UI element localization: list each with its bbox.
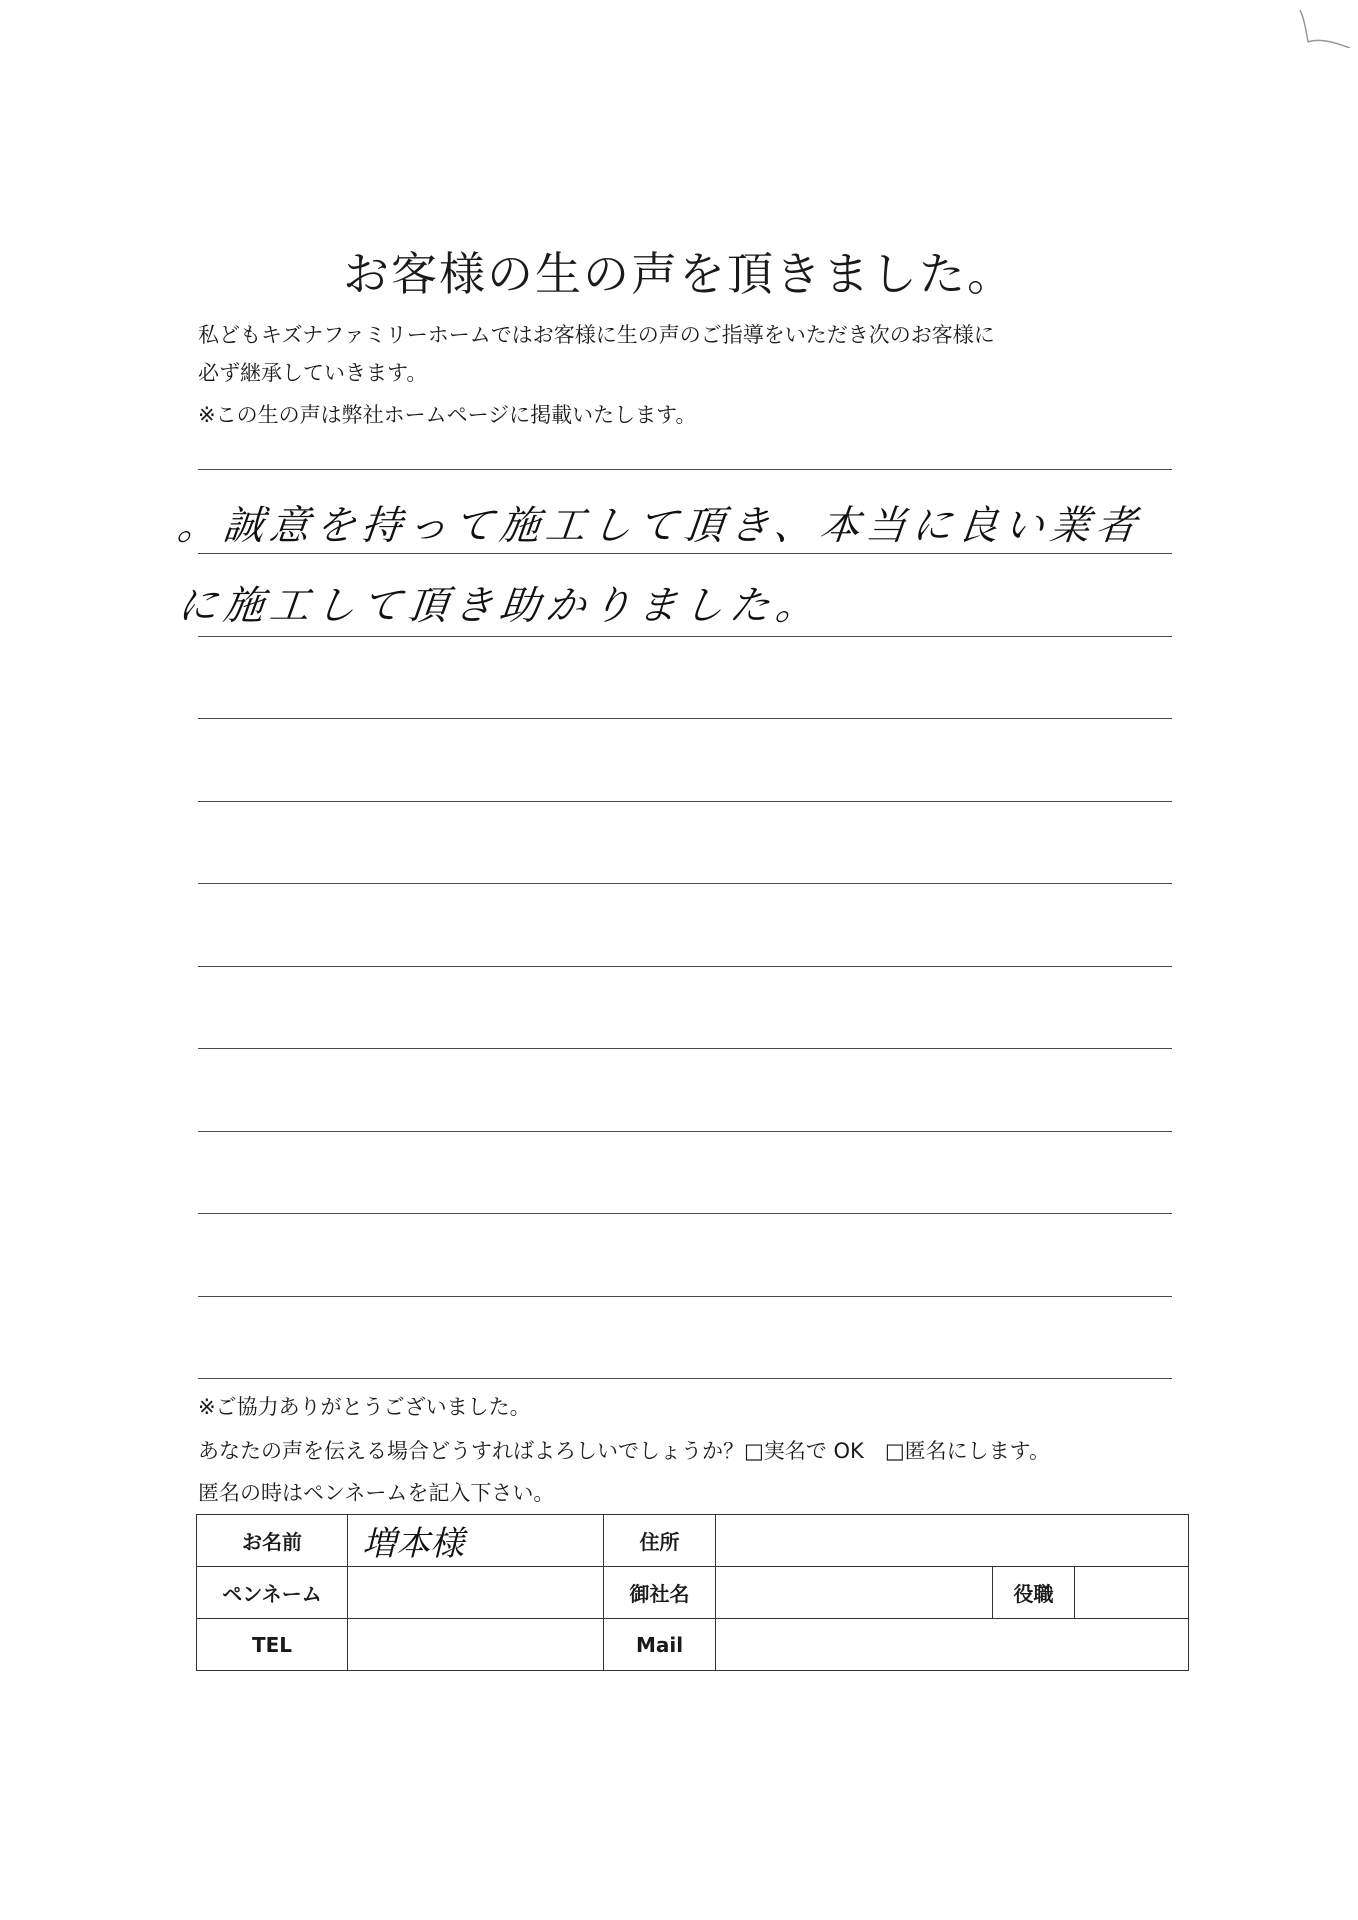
ruled-line	[198, 1296, 1172, 1297]
ruled-line	[198, 966, 1172, 967]
customer-info-table	[196, 1514, 1189, 1671]
intro-line-3: ※この生の声は弊社ホームページに掲載いたします。	[198, 403, 697, 427]
ruled-line	[198, 636, 1172, 637]
position-field[interactable]	[1075, 1567, 1189, 1619]
company-label: 御社名	[604, 1567, 716, 1619]
address-field[interactable]	[716, 1515, 1189, 1567]
name-label: お名前	[197, 1515, 348, 1567]
table-row	[197, 1619, 1189, 1671]
ruled-line	[198, 1131, 1172, 1132]
anonymous-note: 匿名の時はペンネームを記入下さい。	[198, 1481, 555, 1505]
name-field[interactable]	[348, 1515, 604, 1567]
table-row	[197, 1567, 1189, 1619]
page-title: お客様の生の声を頂きました。	[343, 247, 1015, 301]
ruled-line	[198, 883, 1172, 884]
ruled-line	[198, 718, 1172, 719]
tel-label: TEL	[197, 1619, 348, 1671]
ruled-line	[198, 1378, 1172, 1379]
address-label: 住所	[604, 1515, 716, 1567]
ruled-line	[198, 1048, 1172, 1049]
handwritten-comment-line-2: に施工して頂き助かりました。	[175, 583, 825, 629]
ruled-line	[198, 553, 1172, 554]
position-label: 役職	[993, 1567, 1075, 1619]
table-row	[197, 1515, 1189, 1567]
mail-field[interactable]	[716, 1619, 1189, 1671]
company-field[interactable]	[716, 1567, 993, 1619]
handwritten-comment-line-1: 。誠意を持って施工して頂き、本当に良い業者	[175, 503, 1145, 549]
intro-line-1: 私どもキズナファミリーホームではお客様に生の声のご指導をいただき次のお客様に	[198, 323, 995, 347]
mail-label: Mail	[604, 1619, 716, 1671]
ruled-line	[198, 469, 1172, 470]
intro-line-2: 必ず継承していきます。	[198, 361, 428, 385]
corner-fold-mark	[1294, 8, 1354, 48]
handwritten-name: 増本様	[362, 1524, 464, 1564]
name-disclosure-question: あなたの声を伝える場合どうすればよろしいでしょうか？□実名で OK □匿名にします。	[198, 1439, 1050, 1463]
ruled-line	[198, 1213, 1172, 1214]
ruled-line	[198, 801, 1172, 802]
penname-field[interactable]	[348, 1567, 604, 1619]
tel-field[interactable]	[348, 1619, 604, 1671]
penname-label: ペンネーム	[197, 1567, 348, 1619]
thanks-note: ※ご協力ありがとうございました。	[198, 1395, 531, 1419]
